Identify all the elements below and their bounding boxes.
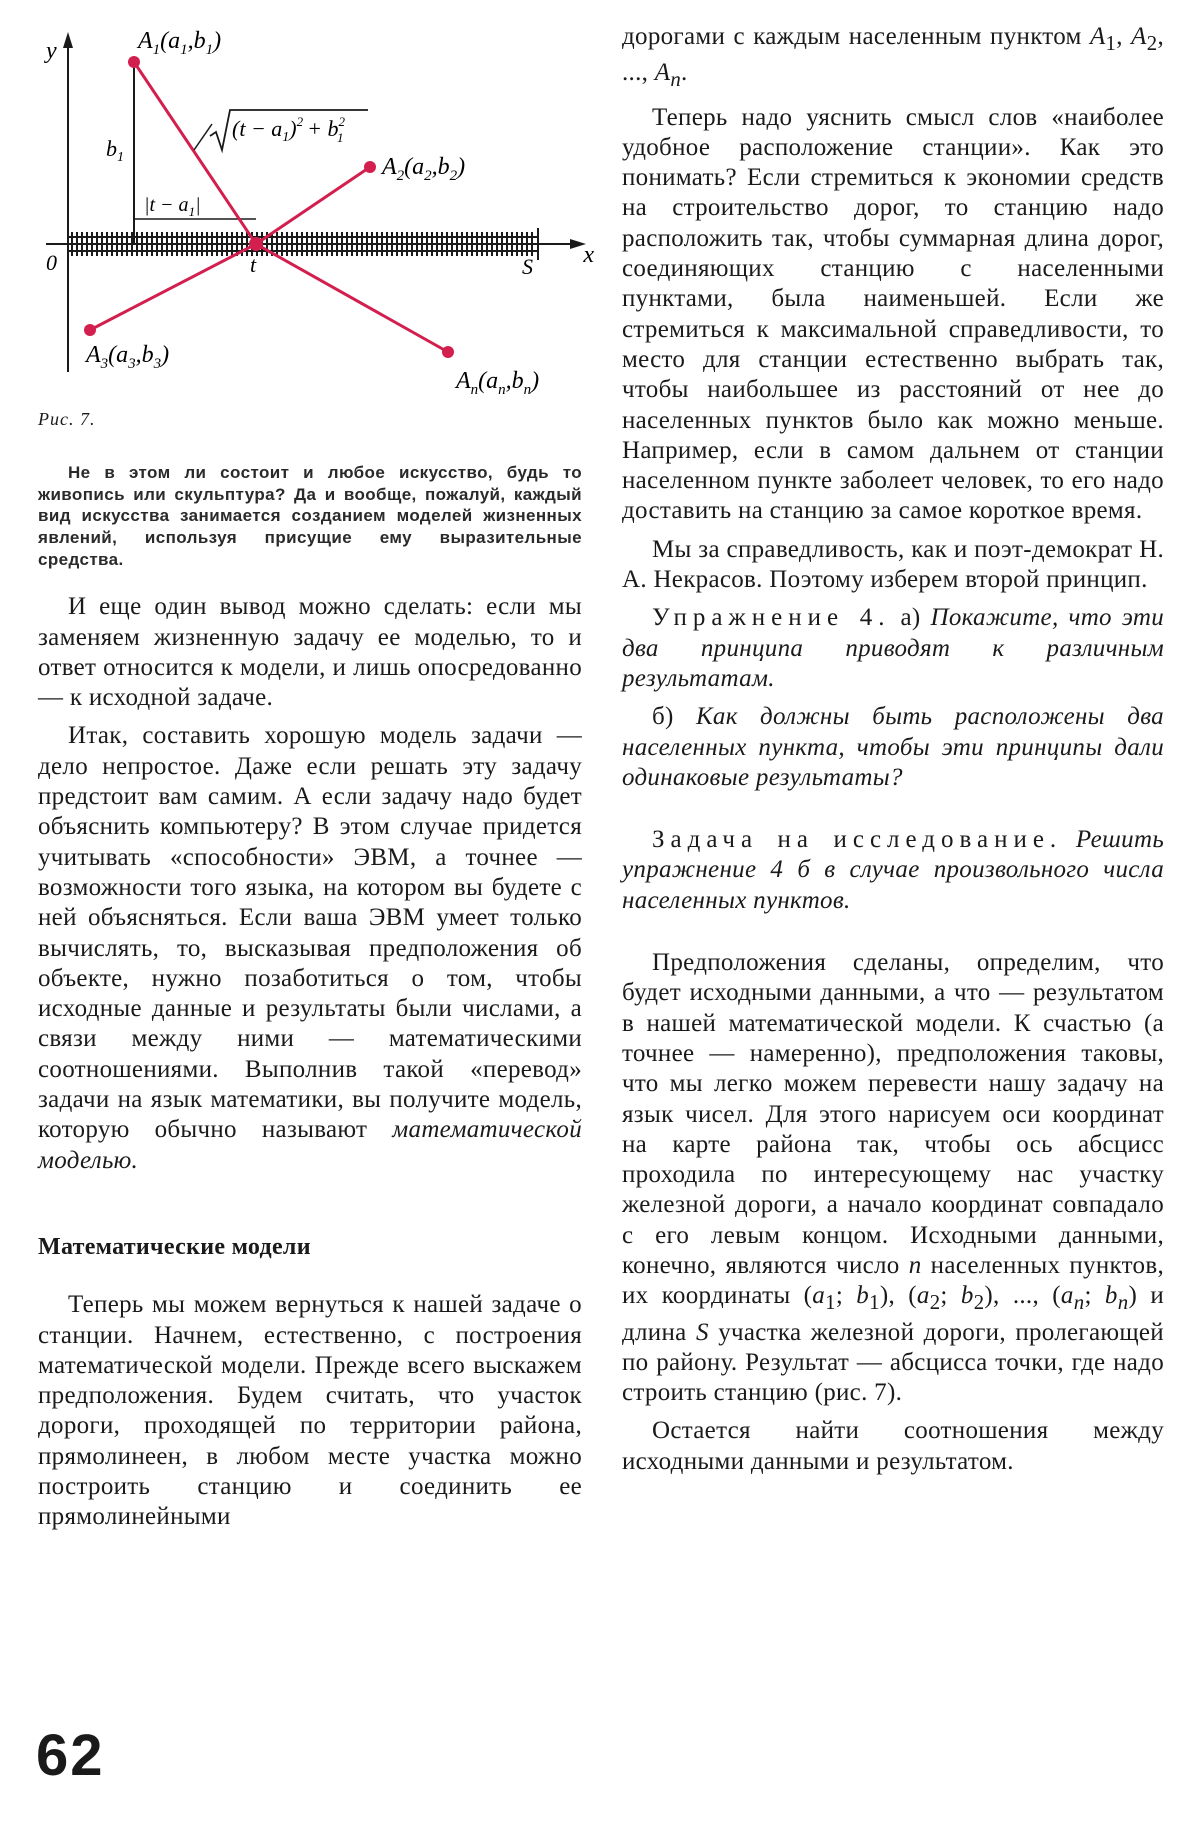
label-sqrt: $(t - a_1)^2 + b^2$ 1	[232, 114, 345, 145]
point-a2	[364, 161, 376, 173]
label-t: t	[250, 252, 257, 277]
exercise-4b: б) Как должны быть расположены два населенных пункта, чтобы эти принципы дали одинаковые результаты?	[622, 703, 1164, 791]
axis-x-label: x	[583, 242, 594, 268]
left-column	[38, 22, 594, 1533]
label-a3: $A_3(a_3,b_3)$	[86, 342, 170, 372]
label-b1: $b_1$	[106, 136, 124, 165]
label-a1: $A_1(a_1,b_1)$	[138, 28, 222, 58]
point-an	[442, 346, 454, 358]
label-an: $A_n(a_n,b_n)$	[456, 368, 540, 398]
paragraph-station: Теперь мы можем вернуться к нашей задаче о станции. Начнем, естественно, с построения математической модели. Прежде всего выскажем предположения. Будем считать, что участок дороги, проходящей по территории района, прямолинеен, в любом месте участка можно построить станцию и соединить ее прямолинейными	[38, 1291, 582, 1531]
label-diff: $|t - a_1|$	[144, 194, 201, 219]
paragraph-roads: дорогами с каждым населенным пунктом $A_1$, $A_2$, ..., $A_n$.	[622, 23, 1164, 92]
paragraph-model: Итак, составить хорошую модель задачи — дело непростое. Даже если решать эту задачу предстоит вам самим. А если задачу надо будет объяснить компьютеру? В этом случае придется учитывать «способности» ЭВМ, а точнее — возможности того языка, на котором вы будете с ней объясняться. Если ваша ЭВМ умеет только вычислять, то, высказывая предположения об объекте, нужно позаботиться о том, чтобы исходные данные и результаты были числами, а связи между ними — математическими соотношениями. Выполнив такой «перевод» задачи на язык математики, вы получите модель, которую обычно называют математической моделью.	[38, 722, 582, 1174]
right-column	[622, 22, 1164, 1477]
side-note: Не в этом ли состоит и любое искусство, будь то живопись или скульптура? Да и вообще, пожалуй, каждый вид искусства занимается созданием моделей жизненных явлений, используя присущие ему выразительные средства.	[38, 463, 582, 569]
figure-7	[38, 22, 598, 402]
station-point	[249, 237, 263, 251]
exercise-4a: Упражнение 4. а) Покажите, что эти два принципа приводят к различным результатам.	[622, 604, 1164, 692]
y-axis-arrow-icon	[63, 32, 73, 48]
paragraph-relations: Остается найти соотношения между исходными данными и результатом.	[622, 1417, 1164, 1475]
point-a1	[128, 56, 140, 68]
section-heading: Математические модели	[38, 1233, 311, 1260]
sqrt-pointer	[194, 124, 212, 150]
label-s: S	[522, 254, 533, 279]
paragraph-conclusion: И еще один вывод можно сделать: если мы заменяем жизненную задачу ее моделью, то и ответ относится к модели, и лишь опосредованно — к исходной задаче.	[38, 593, 582, 712]
paragraph-assumptions: Предположения сделаны, определим, что будет исходными данными, а что — результатом в нашей математической модели. К счастью (а точнее — намеренно), предположения таковы, что мы легко можем перевести нашу задачу на язык чисел. Для этого нарисуем оси координат на карте района так, чтобы ось абсцисс проходила по интересующему нас участку железной дороги, а начало координат совпадало с его левым концом. Исходными данными, конечно, являются число n населенных пунктов, их координаты ($a_1$; $b_1$), ($a_2$; $b_2$), ..., ($a_n$; $b_n$) и длина S участка железной дороги, пролегающей по району. Результат — абсцисса точки, где надо строить станцию (рис. 7).	[622, 949, 1165, 1407]
figure-diagram	[38, 22, 598, 402]
point-a3	[84, 324, 96, 336]
axis-y-label: y	[46, 38, 57, 64]
origin-label: 0	[46, 250, 57, 275]
label-a2: $A_2(a_2,b_2)$	[382, 154, 466, 184]
settlement-points	[84, 56, 454, 358]
paragraph-justice: Мы за справедливость, как и поэт-демократ Н. А. Некрасов. Поэтому изберем второй принцип.	[622, 535, 1164, 594]
figure-caption: Рис. 7.	[38, 409, 96, 429]
page-number: 62	[36, 1723, 105, 1788]
paragraph-meaning: Теперь надо уяснить смысл слов «наиболее удобное расположение станции». Как это понимать? Если стремиться к экономии средств на строительство дорог, то станцию надо расположить так, чтобы суммарная длина дорог, соединяющих станцию с населенными пунктами, была наименьшей. Если же стремиться к максимальной справедливости, то место для станции естественно выбрать так, чтобы наибольшее из расстояний от нее до населенных пунктов было как можно меньше. Например, если в самом дальнем от станции населенном пункте заболеет человек, то его надо доставить на станцию за самое короткое время.	[622, 103, 1164, 525]
research-task: Задача на исследование. Решить упражнение 4 б в случае произвольного числа населенных пунктов.	[622, 826, 1164, 914]
